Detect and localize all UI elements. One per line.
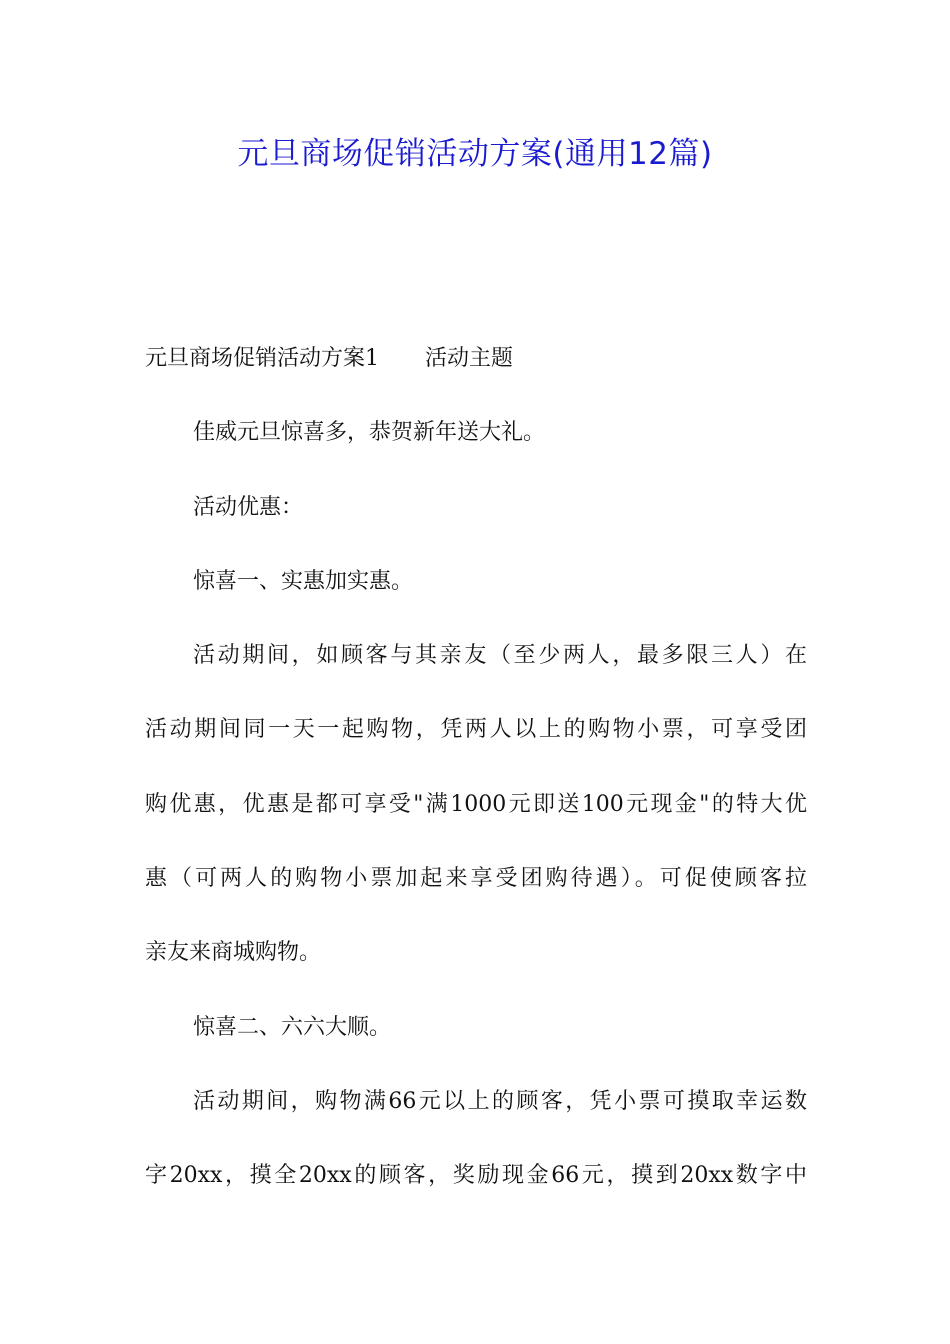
paragraph-line: 字20xx，摸全20xx的顾客，奖励现金66元，摸到20xx数字中 xyxy=(145,1163,807,1189)
section-heading: 元旦商场促销活动方案1 xyxy=(145,346,379,371)
theme-label: 活动主题 xyxy=(425,346,514,371)
paragraph-line: 惊喜二、六六大顺。 xyxy=(193,1014,392,1040)
paragraph-line: 活动优惠： xyxy=(193,494,304,520)
section-heading-line xyxy=(145,340,807,378)
paragraph-line: 惠（可两人的购物小票加起来享受团购待遇）。可促使顾客拉 xyxy=(145,866,807,892)
paragraph-line: 惊喜一、实惠加实惠。 xyxy=(193,568,414,594)
paragraph-line: 活动期间，如顾客与其亲友（至少两人，最多限三人）在 xyxy=(193,643,807,669)
document-body xyxy=(145,340,807,1232)
paragraph-line: 购优惠，优惠是都可享受"满1000元即送100元现金"的特大优 xyxy=(145,791,807,817)
paragraph-line: 佳威元旦惊喜多，恭贺新年送大礼。 xyxy=(193,420,546,446)
document-title: 元旦商场促销活动方案(通用12篇) xyxy=(237,136,713,172)
paragraph-line: 亲友来商城购物。 xyxy=(145,940,322,966)
paragraph-line: 活动期间同一天一起购物，凭两人以上的购物小票，可享受团 xyxy=(145,717,807,743)
paragraph-line: 活动期间，购物满66元以上的顾客，凭小票可摸取幸运数 xyxy=(193,1088,807,1114)
